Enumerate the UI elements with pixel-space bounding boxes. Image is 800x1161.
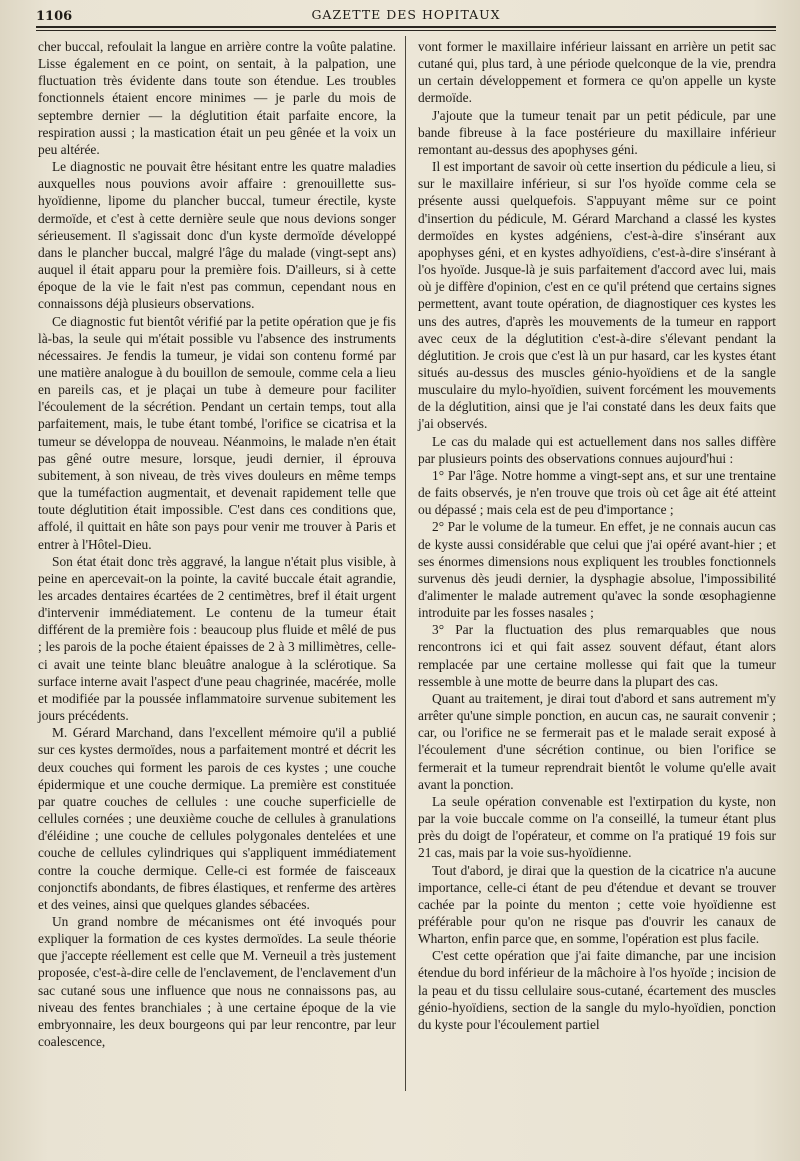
paragraph: C'est cette opération que j'ai faite dimanche, par une incision étendue du bord inférieur de la mâchoire à l'os hyoïde ; incision de la peau et du tissu cellulaire sous-cutané, écartement des muscles génio-hyoïdiens, section de la sangle du mylo-hyoïdien, ponction du kyste pour l'écoulement partiel bbox=[418, 948, 776, 1032]
paragraph: Le diagnostic ne pouvait être hésitant entre les quatre maladies auxquelles nous pouvions avoir affaire : grenouillette sus-hyoïdienne, lipome du plancher buccal, tumeur érectile, kyste dermoïde, et c'est à cette dernière seule que nous devions songer sérieusement. Il s'agissait donc d'un kyste dermoïde développé dans le plancher buccal, malgré l'âge du malade (vingt-sept ans) auquel il était apparu pour la première fois. D'ailleurs, si à cette époque de la vie le fait n'est pas commun, cependant nous en connaissons déjà plusieurs observations. bbox=[38, 159, 396, 312]
paragraph: Quant au traitement, je dirai tout d'abord et sans autrement m'y arrêter qu'une simple ponction, en aucun cas, ne saurait convenir ; car, ou l'orifice ne se fermerait pas et le malade serait exposé à l'écoulement d'une sécrétion continue, ou bien l'orifice se fermerait et la tumeur reprendrait bientôt le volume qu'elle avait avant la ponction. bbox=[418, 690, 776, 792]
paragraph: 1° Par l'âge. Notre homme a vingt-sept ans, et sur une trentaine de faits observés, je n'en trouve que trois où cet âge ait été atteint ou dépassé ; mais cela est de peu d'importance ; bbox=[418, 467, 776, 518]
paragraph: 2° Par le volume de la tumeur. En effet, je ne connais aucun cas de kyste aussi considérable que celui que j'ai opéré avant-hier ; et ses énormes dimensions nous expliquent les troubles fonctionnels survenus dès jeudi dernier, la dysphagie absolue, l'impossibilité d'alimenter le malade autrement qu'avec la sonde œsophagienne introduite par les fosses nasales ; bbox=[418, 519, 776, 621]
paragraph: M. Gérard Marchand, dans l'excellent mémoire qu'il a publié sur ces kystes dermoïdes, nous a parfaitement montré et décrit les deux couches qui forment les parois de ces kystes ; une couche épidermique et une couche dermique. La première est constituée par quatre couches de cellules : une couche superficielle de cellules cornées ; une deuxième couche de cellules à granulations d'éléidine ; une couche de cellules polygonales dentelées et une couche de cellules cylindriques qui s'appliquent immédiatement contre la couche dermique. Celle-ci est formée de faisceaux conjonctifs abondants, de fibres élastiques, et renferme des artères et des veines, ainsi que quelques glandes sébacées. bbox=[38, 725, 396, 912]
paragraph: Un grand nombre de mécanismes ont été invoqués pour expliquer la formation de ces kystes dermoïdes. La seule théorie que j'accepte réellement est celle que M. Verneuil a très justement proposée, c'est-à-dire celle de l'enclavement, de l'enclavement d'un sac cutané sous une influence que nous ne connaissons pas, au niveau des fentes branchiales ; à une certaine époque de la vie embryonnaire, les deux bourgeons qui par leur rencontre, par leur coalescence, bbox=[38, 913, 397, 1050]
paragraph: Son état était donc très aggravé, la langue n'était plus visible, à peine en apercevait-on la pointe, la cavité buccale était agrandie, les arcades dentaires écartées de 2 centimètres, bref il était urgent d'intervenir immédiatement. Le contenu de la tumeur était différent de la première fois : beaucoup plus fluide et mêlé de pus ; les parois de la poche étaient épaisses de 2 à 3 millimètres, celle-ci avait une teinte blanc bleuâtre analogue à la sclérotique. Sa surface interne avait l'aspect d'une peau chagrinée, macérée, molle et modifiée par la poussée inflammatoire survenue subitement les jours précédents. bbox=[38, 553, 396, 724]
running-title: GAZETTE DES HOPITAUX bbox=[311, 7, 501, 22]
paragraph: Il est important de savoir où cette insertion du pédicule a lieu, si sur le maxillaire inférieur, si sur l'os hyoïde comme cela se présente aussi quelquefois. S'appuyant même sur ce point d'insertion du pédicule, M. Gérard Marchand a classé les kystes dermoïdes en kystes adgéniens, c'est-à-dire s'insérant aux apophyses géni, et en kystes adhyoïdiens, c'est-à-dire s'insérant à l'os hyoïde. Jusque-là je suis parfaitement d'accord avec lui, mais où je diffère d'opinion, c'est en ce qu'il prétend que certains signes permettent, avant toute opération, de diagnostiquer ces kystes les uns des autres, d'après les mouvements de la tumeur en rapport avec ceux de la déglutition c'est-à-dire s'élevant pendant la déglutition. Je crois que c'est là un pur hasard, car les kystes étant situés au-dessus des muscles génio-hyoïdiens et de la sangle musculaire du mylo-hyoïdien, suivent forcément les mouvements de la déglutition, ainsi que je l'ai constaté dans les deux faits que j'ai observés. bbox=[418, 159, 776, 432]
header-rule-thin bbox=[36, 30, 776, 31]
paragraph: Le cas du malade qui est actuellement dans nos salles diffère par plusieurs points des observations connues aujourd'hui : bbox=[418, 433, 776, 466]
header-rule-thick bbox=[36, 26, 776, 28]
left-column bbox=[38, 38, 396, 1050]
column-divider bbox=[405, 36, 406, 1091]
paragraph: Tout d'abord, je dirai que la question de la cicatrice n'a aucune importance, celle-ci étant de peu d'étendue et devant se trouver cachée par la pointe du menton ; cette voie hyoïdienne est préférable pour qu'on ne risque pas d'ouvrir les canaux de Wharton, enfin parce que, en somme, l'opération est plus facile. bbox=[418, 862, 776, 947]
paragraph: cher buccal, refoulait la langue en arrière contre la voûte palatine. Lisse également en ce point, on sentait, à la palpation, une fluctuation très évidente dans toute son étendue. Les troubles fonctionnels étaient encore minimes — je parle du mois de septembre dernier — la déglutition était parfaite encore, la respiration aussi ; la mastication était un peu gênée et la voix un peu altérée. bbox=[38, 39, 396, 157]
paragraph: Ce diagnostic fut bientôt vérifié par la petite opération que je fis là-bas, la seule qui m'était possible vu l'absence des instruments nécessaires. Je fendis la tumeur, je vidai son contenu formé par une matière analogue à du bouillon de semoule, comme cela a lieu en pareils cas, et je plaçai un tube à demeure pour faciliter l'écoulement de la sécrétion. Pendant un certain temps, tout alla parfaitement, mais, le tube étant tombé, l'orifice se cicatrisa et la tumeur se développa de nouveau. Néanmoins, le malade n'en était pas gêné outre mesure, lorsque, jeudi dernier, il éprouva subitement, à son niveau, de très vives douleurs en même temps que la tuméfaction augmentait, et devenait rapidement telle que toute déglutition était impossible. C'est dans ces conditions que, affolé, il quittait en hâte son pays pour venir me trouver à Paris et entrer à l'Hôtel-Dieu. bbox=[38, 313, 396, 552]
paragraph: 3° Par la fluctuation des plus remarquables que nous rencontrons ici et qui fait assez souvent défaut, étant alors remplacée par une certaine mollesse qui fait que la tumeur ressemble à une motte de beurre dans la plupart des cas. bbox=[418, 622, 776, 689]
page-header bbox=[36, 0, 776, 24]
page-number: 1106 bbox=[36, 9, 73, 24]
paragraph: vont former le maxillaire inférieur laissant en arrière un petit sac cutané qui, plus tard, à une période quelconque de la vie, prendra un certain développement et formera ce qu'on appelle un kyste dermoïde. bbox=[418, 39, 776, 106]
right-column bbox=[418, 38, 776, 1033]
paragraph: La seule opération convenable est l'extirpation du kyste, non par la voie buccale comme on l'a conseillé, la tumeur étant plus près du doigt de l'opérateur, et comme on l'a pratiqué 19 fois sur 21 cas, mais par la voie sus-hyoïdienne. bbox=[418, 793, 776, 861]
paragraph: J'ajoute que la tumeur tenait par un petit pédicule, par une bande fibreuse à la face postérieure du maxillaire inférieur remontant au-dessus des apophyses géni. bbox=[418, 107, 776, 157]
